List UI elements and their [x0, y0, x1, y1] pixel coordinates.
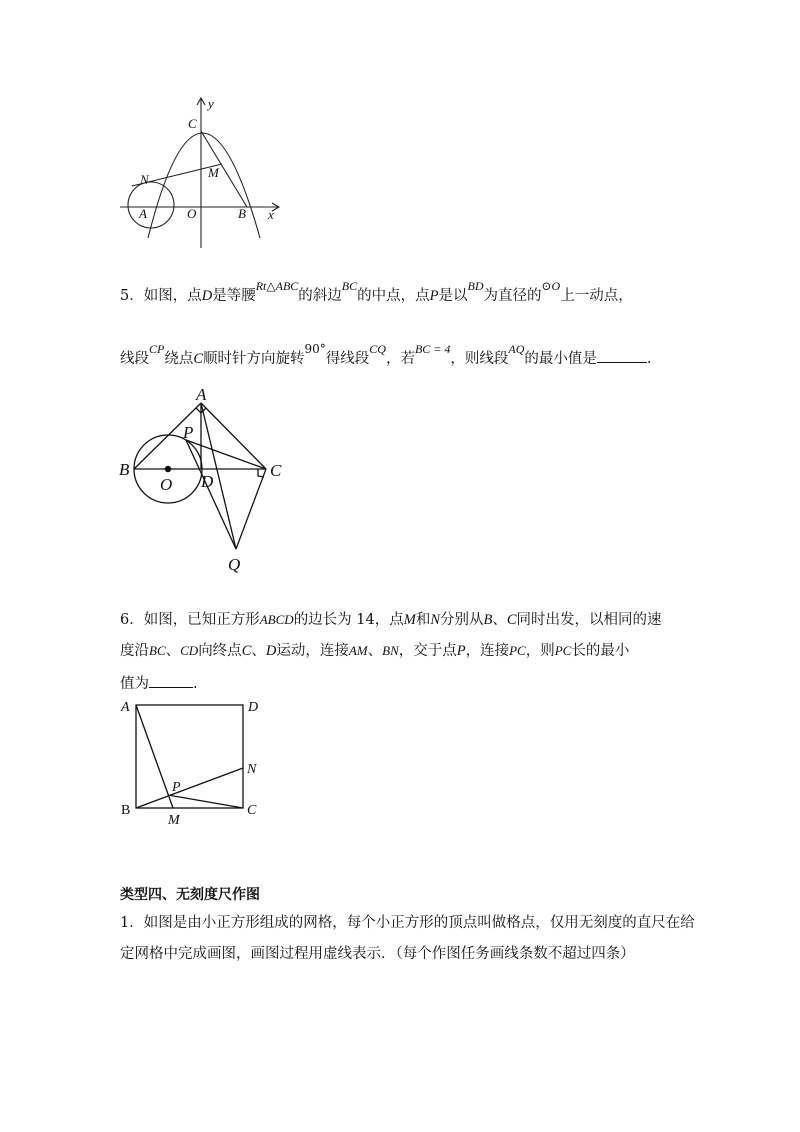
label-b: B — [121, 803, 131, 818]
section-4-q1-line-2: 定网格中完成画图，画图过程用虚线表示．（每个作图任务画线条数不超过四条） — [120, 946, 635, 962]
label-b: B — [238, 206, 246, 221]
square-abcd — [136, 705, 243, 808]
question-5-line-1: 5．如图，点D是等腰$^{Rt\triangle ABC}$的斜边$^{BC}$的中点，点P是以$^{BD}$为直径的$^{⊙O}$上一动点， — [120, 279, 633, 304]
answer-blank-6[interactable] — [149, 673, 193, 688]
label-m: M — [208, 165, 219, 180]
label-p: P — [172, 780, 181, 795]
parabola-curve — [148, 133, 260, 238]
segment-am — [136, 705, 173, 808]
question-6-line-2: 度沿BC、CD向终点C、D运动，连接AM、BN，交于点P，连接PC，则PC长的最小 — [120, 643, 630, 659]
label-x: x — [268, 207, 274, 222]
label-c: C — [270, 461, 282, 480]
center-dot-o — [165, 466, 171, 472]
segment-ac — [201, 403, 266, 469]
segment-cq — [236, 469, 266, 549]
label-m: M — [168, 813, 180, 828]
circle-a — [128, 182, 174, 228]
section-4-title: 类型四、无刻度尺作图 — [120, 887, 260, 903]
section-4-q1-line-1: 1．如图是由小正方形组成的网格，每个小正方形的顶点叫做格点，仅用无刻度的直尺在给 — [120, 915, 695, 931]
label-d: D — [248, 700, 259, 715]
label-d: D — [201, 472, 214, 491]
label-b: B — [119, 460, 130, 479]
label-o: O — [160, 475, 173, 494]
label-c: C — [247, 803, 257, 818]
label-p: P — [183, 423, 194, 442]
segment-bn — [136, 768, 243, 808]
figure-triangle-circle — [115, 385, 295, 580]
segment-pq — [186, 440, 236, 549]
label-c: C — [188, 116, 197, 131]
label-a: A — [121, 700, 130, 715]
segment-pc — [168, 795, 243, 808]
question-6-line-1: 6．如图，已知正方形ABCD的边长为 14，点M和N分别从B、C同时出发，以相同的速 — [120, 612, 662, 628]
label-y: y — [208, 96, 214, 111]
answer-blank-5[interactable] — [597, 348, 647, 363]
question-6-line-3: 值为 . — [120, 673, 198, 694]
figure-parabola — [110, 92, 295, 252]
label-n: N — [247, 762, 257, 777]
label-a: A — [196, 385, 207, 404]
label-o: O — [187, 206, 197, 221]
label-n: N — [140, 172, 149, 187]
label-a: A — [139, 206, 147, 221]
question-5-line-2: 线段$^{CP}$绕点C顺时针方向旋转$^{90^\circ}$得线段$^{CQ}$，若$^{BC = 4}$，则线段$^{AQ}$的最小值是 . — [120, 342, 652, 367]
label-q: Q — [228, 555, 241, 574]
figure-square — [115, 695, 275, 830]
